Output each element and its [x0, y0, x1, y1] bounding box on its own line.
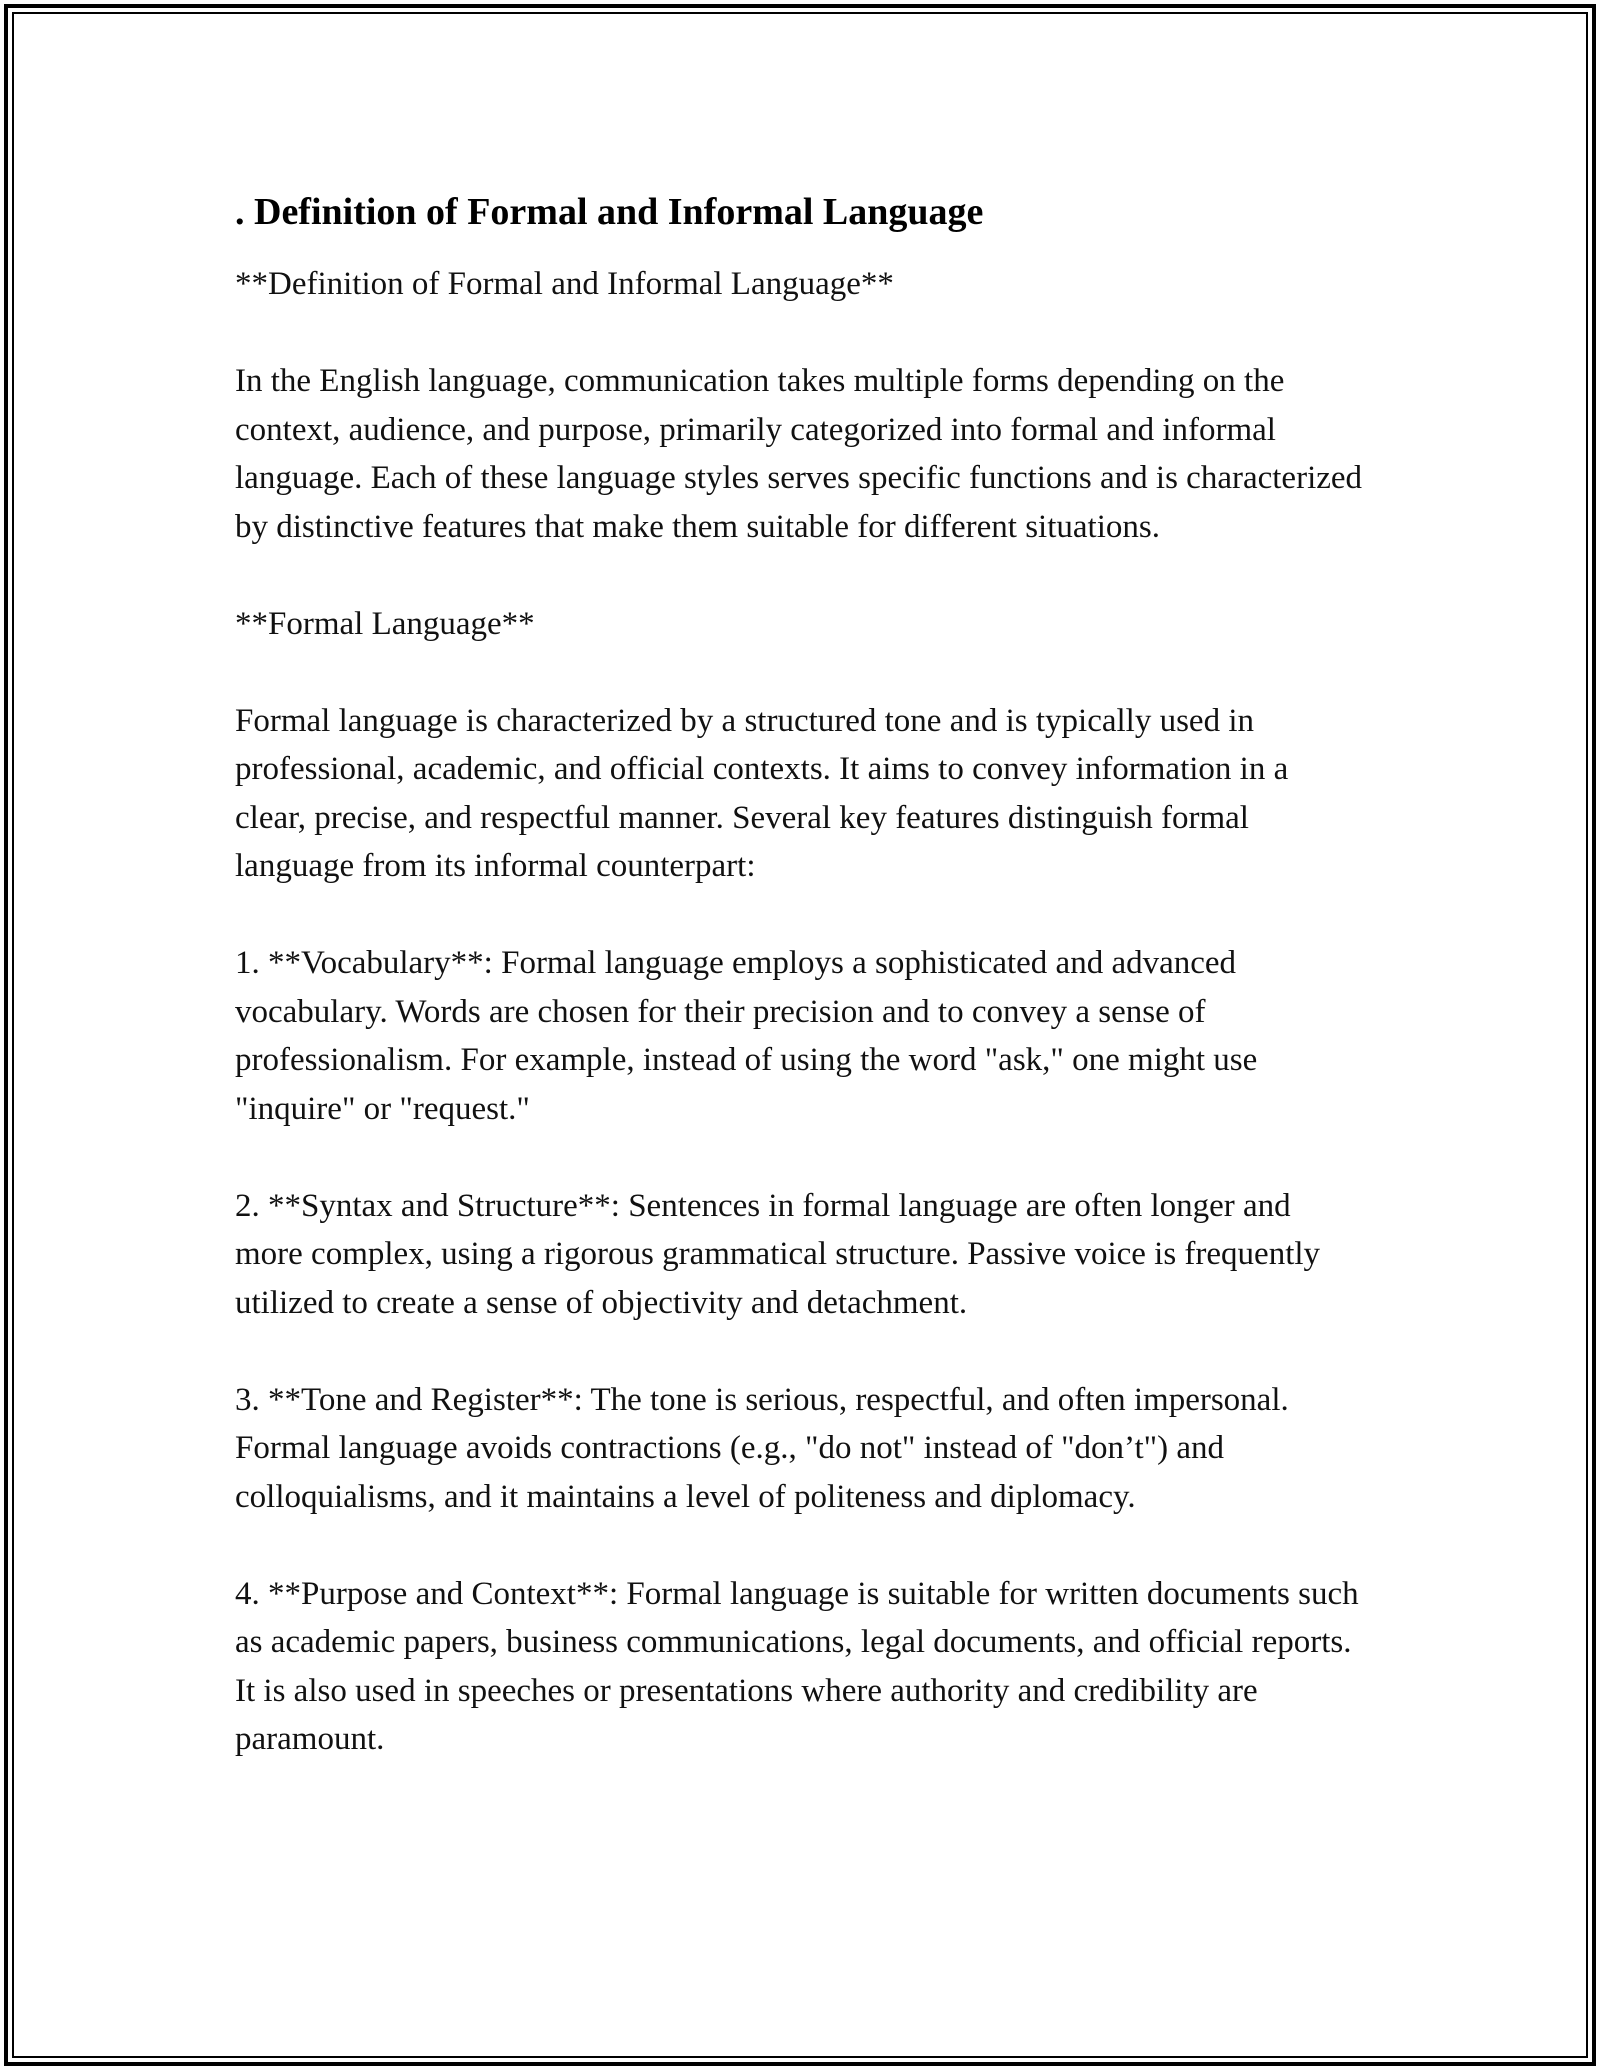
- list-item-tone-register: 3. **Tone and Register**: The tone is serious, respectful, and often impersonal. Formal language avoids contractions (e.g., "do not" instead of "don’t") and colloquialisms, and it maintains a level of politeness and diplomacy.: [235, 1381, 1289, 1515]
- document-body: [235, 186, 1365, 1812]
- subheading-formal-language: **Formal Language**: [235, 605, 535, 642]
- paragraph-formal-overview: Formal language is characterized by a structured tone and is typically used in professional, academic, and official contexts. It aims to convey information in a clear, precise, and respectful manner. Several key features distinguish formal language from its informal counterpart:: [235, 702, 1289, 884]
- list-item-vocabulary: 1. **Vocabulary**: Formal language employs a sophisticated and advanced vocabulary. Words are chosen for their precision and to convey a sense of professionalism. For example, instead of using the word "ask," one might use "inquire" or "request.": [235, 945, 1258, 1127]
- paragraph-intro: In the English language, communication takes multiple forms depending on the context, audience, and purpose, primarily categorized into formal and informal language. Each of these language styles serves specific functions and is characterized by distinctive features that make them suitable for different situations.: [235, 363, 1363, 545]
- subheading-definition: **Definition of Formal and Informal Language**: [235, 266, 894, 302]
- list-item-purpose-context: 4. **Purpose and Context**: Formal language is suitable for written documents such as academic papers, business communications, legal documents, and official reports. It is also used in speeches or presentations where authority and credibility are paramount.: [235, 1575, 1359, 1757]
- list-item-syntax-structure: 2. **Syntax and Structure**: Sentences in formal language are often longer and more complex, using a rigorous grammatical structure. Passive voice is frequently utilized to create a sense of objectivity and detachment.: [235, 1187, 1321, 1321]
- section-heading: . Definition of Formal and Informal Language: [235, 191, 984, 233]
